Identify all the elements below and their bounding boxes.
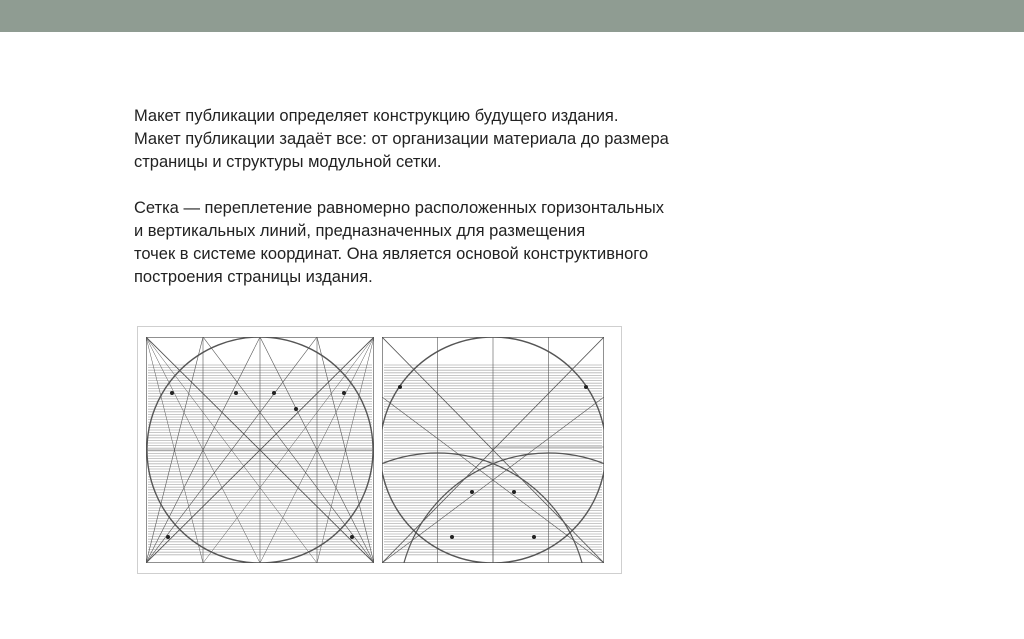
construction-point bbox=[234, 391, 238, 395]
construction-point bbox=[470, 490, 474, 494]
top-band bbox=[0, 0, 1024, 32]
construction-point bbox=[450, 535, 454, 539]
text-line: Сетка — переплетение равномерно расположенных горизонтальных bbox=[134, 199, 664, 217]
text-line: Макет публикации задаёт все: от организации материала до размера bbox=[134, 130, 669, 148]
grid-figure-svg bbox=[138, 327, 621, 573]
construction-point bbox=[532, 535, 536, 539]
construction-point bbox=[350, 535, 354, 539]
paragraph-grid bbox=[134, 197, 834, 289]
text-line: страницы и структуры модульной сетки. bbox=[134, 153, 442, 171]
construction-point bbox=[584, 385, 588, 389]
grid-construction-figure bbox=[137, 326, 622, 574]
text-line: построения страницы издания. bbox=[134, 268, 373, 286]
right-page-grid bbox=[288, 337, 622, 573]
construction-point bbox=[294, 407, 298, 411]
construction-point bbox=[398, 385, 402, 389]
construction-point bbox=[342, 391, 346, 395]
construction-point bbox=[166, 535, 170, 539]
text-line: и вертикальных линий, предназначенных для размещения bbox=[134, 222, 586, 240]
construction-point bbox=[170, 391, 174, 395]
paragraph-layout bbox=[134, 105, 834, 174]
left-page-grid bbox=[146, 337, 374, 563]
body-text bbox=[134, 105, 834, 289]
construction-point bbox=[272, 391, 276, 395]
construction-point bbox=[512, 490, 516, 494]
text-line: точек в системе координат. Она является основой конструктивного bbox=[134, 245, 649, 263]
text-line: Макет публикации определяет конструкцию будущего издания. bbox=[134, 107, 619, 125]
